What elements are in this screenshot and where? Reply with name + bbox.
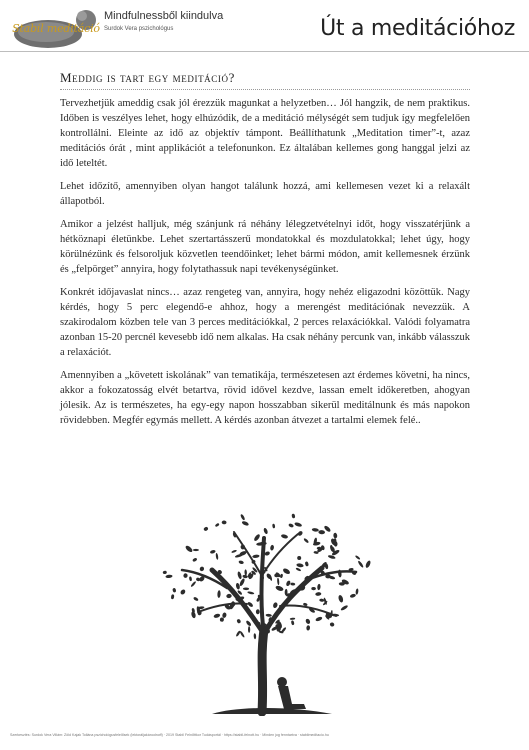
section-divider [60,89,470,90]
paragraph-4: Konkrét időjavaslat nincs… azaz rengeteg van, annyira, hogy nehéz eligazodni közöttük. Nagy kérdés, hogy 5 perc elegendő-e ahhoz, hogy a merengést meditációnak nevezzük. A szakirodalom közben tele van 3 perces meditációkkal, 2 perces relaxációkkal. Valódi folyamatra azonban 15-20 percnél kevesebb idő nem alkalas. Ha csak néhány percunk van, inkább válasszuk a relaxációt. [60,287,470,358]
page-header [0,0,529,56]
logo [12,6,100,50]
paragraph-5: Amennyiben a „követett iskolának” van tematikája, természetesen azt érdemes követni, ha nincs, akkor a fokozatosság elvét betartva, rövid idővel kezdve, lassan emelt időkeretben, ahogyan jólesik. Az is természetes, ha egy-egy napon hosszabban sikerül meditálnunk és más napokon rövidebben. Megfér egymás mellett. A kérdés azonban átvezet a tartalmi elemek felé.. [60,370,470,426]
header-title: Mindfulnessből kiindulva [104,10,224,22]
paragraph-2: Lehet időzítő, amennyiben olyan hangot találunk hozzá, ami kellemesen vezet ki a relaxált állapotból. [60,181,470,207]
paragraph-1: Tervezhetjük ameddig csak jól érezzük magunkat a helyzetben… Jól hangzik, de nem praktikus. Időben is veszélyes lehet, hogy elhúzódik, de a meditáció mélységét sem tudjuk így megfelelően kontrollálni. Eleinte az idő az objektív támpont. Beállíthatunk „Meditation timer”-t, azaz meditációs órát , mint applikációt a telefonunkon. Ez általában kellemes gong hanggal jelzi az idő leteltét. [60,98,470,169]
paragraph-3: Amikor a jelzést halljuk, még szánjunk rá néhány lélegzetvételnyi időt, hogy visszatérjünk a hétköznapi életünkbe. Lehet szertartásszerű mondatokkal és mozdulatokkal; lehet úgy, hogy körülnézünk és felsoroljuk közvetlen teendőinket; lehet bármi módon, amit kellemesnek érzünk és „felpörget” annyira, hogy folytathassuk napi tevékenységünket. [60,219,470,275]
page-footer: Szerkesztés: Surdok Vera Villám: Zöld Kajak Tollána pszichológusfelelősek (lektoráljakánodnoff) · 2019 Stabil Felnőttkor Tudásportál · https://stabil-felnott.hu · Minden jog fenntartva · stabilmeditacio.hu [10,733,329,737]
section-title: Meddig is tart egy meditáció? [60,70,235,85]
header-divider [0,51,529,52]
tree-icon [152,508,386,716]
article-body [60,96,470,436]
document-title: Út a meditációhoz [320,16,515,41]
tree-illustration [152,508,386,716]
logo-text: Stabil meditáció [12,22,100,35]
header-subtitle: Surdok Vera pszichológus [104,26,174,32]
